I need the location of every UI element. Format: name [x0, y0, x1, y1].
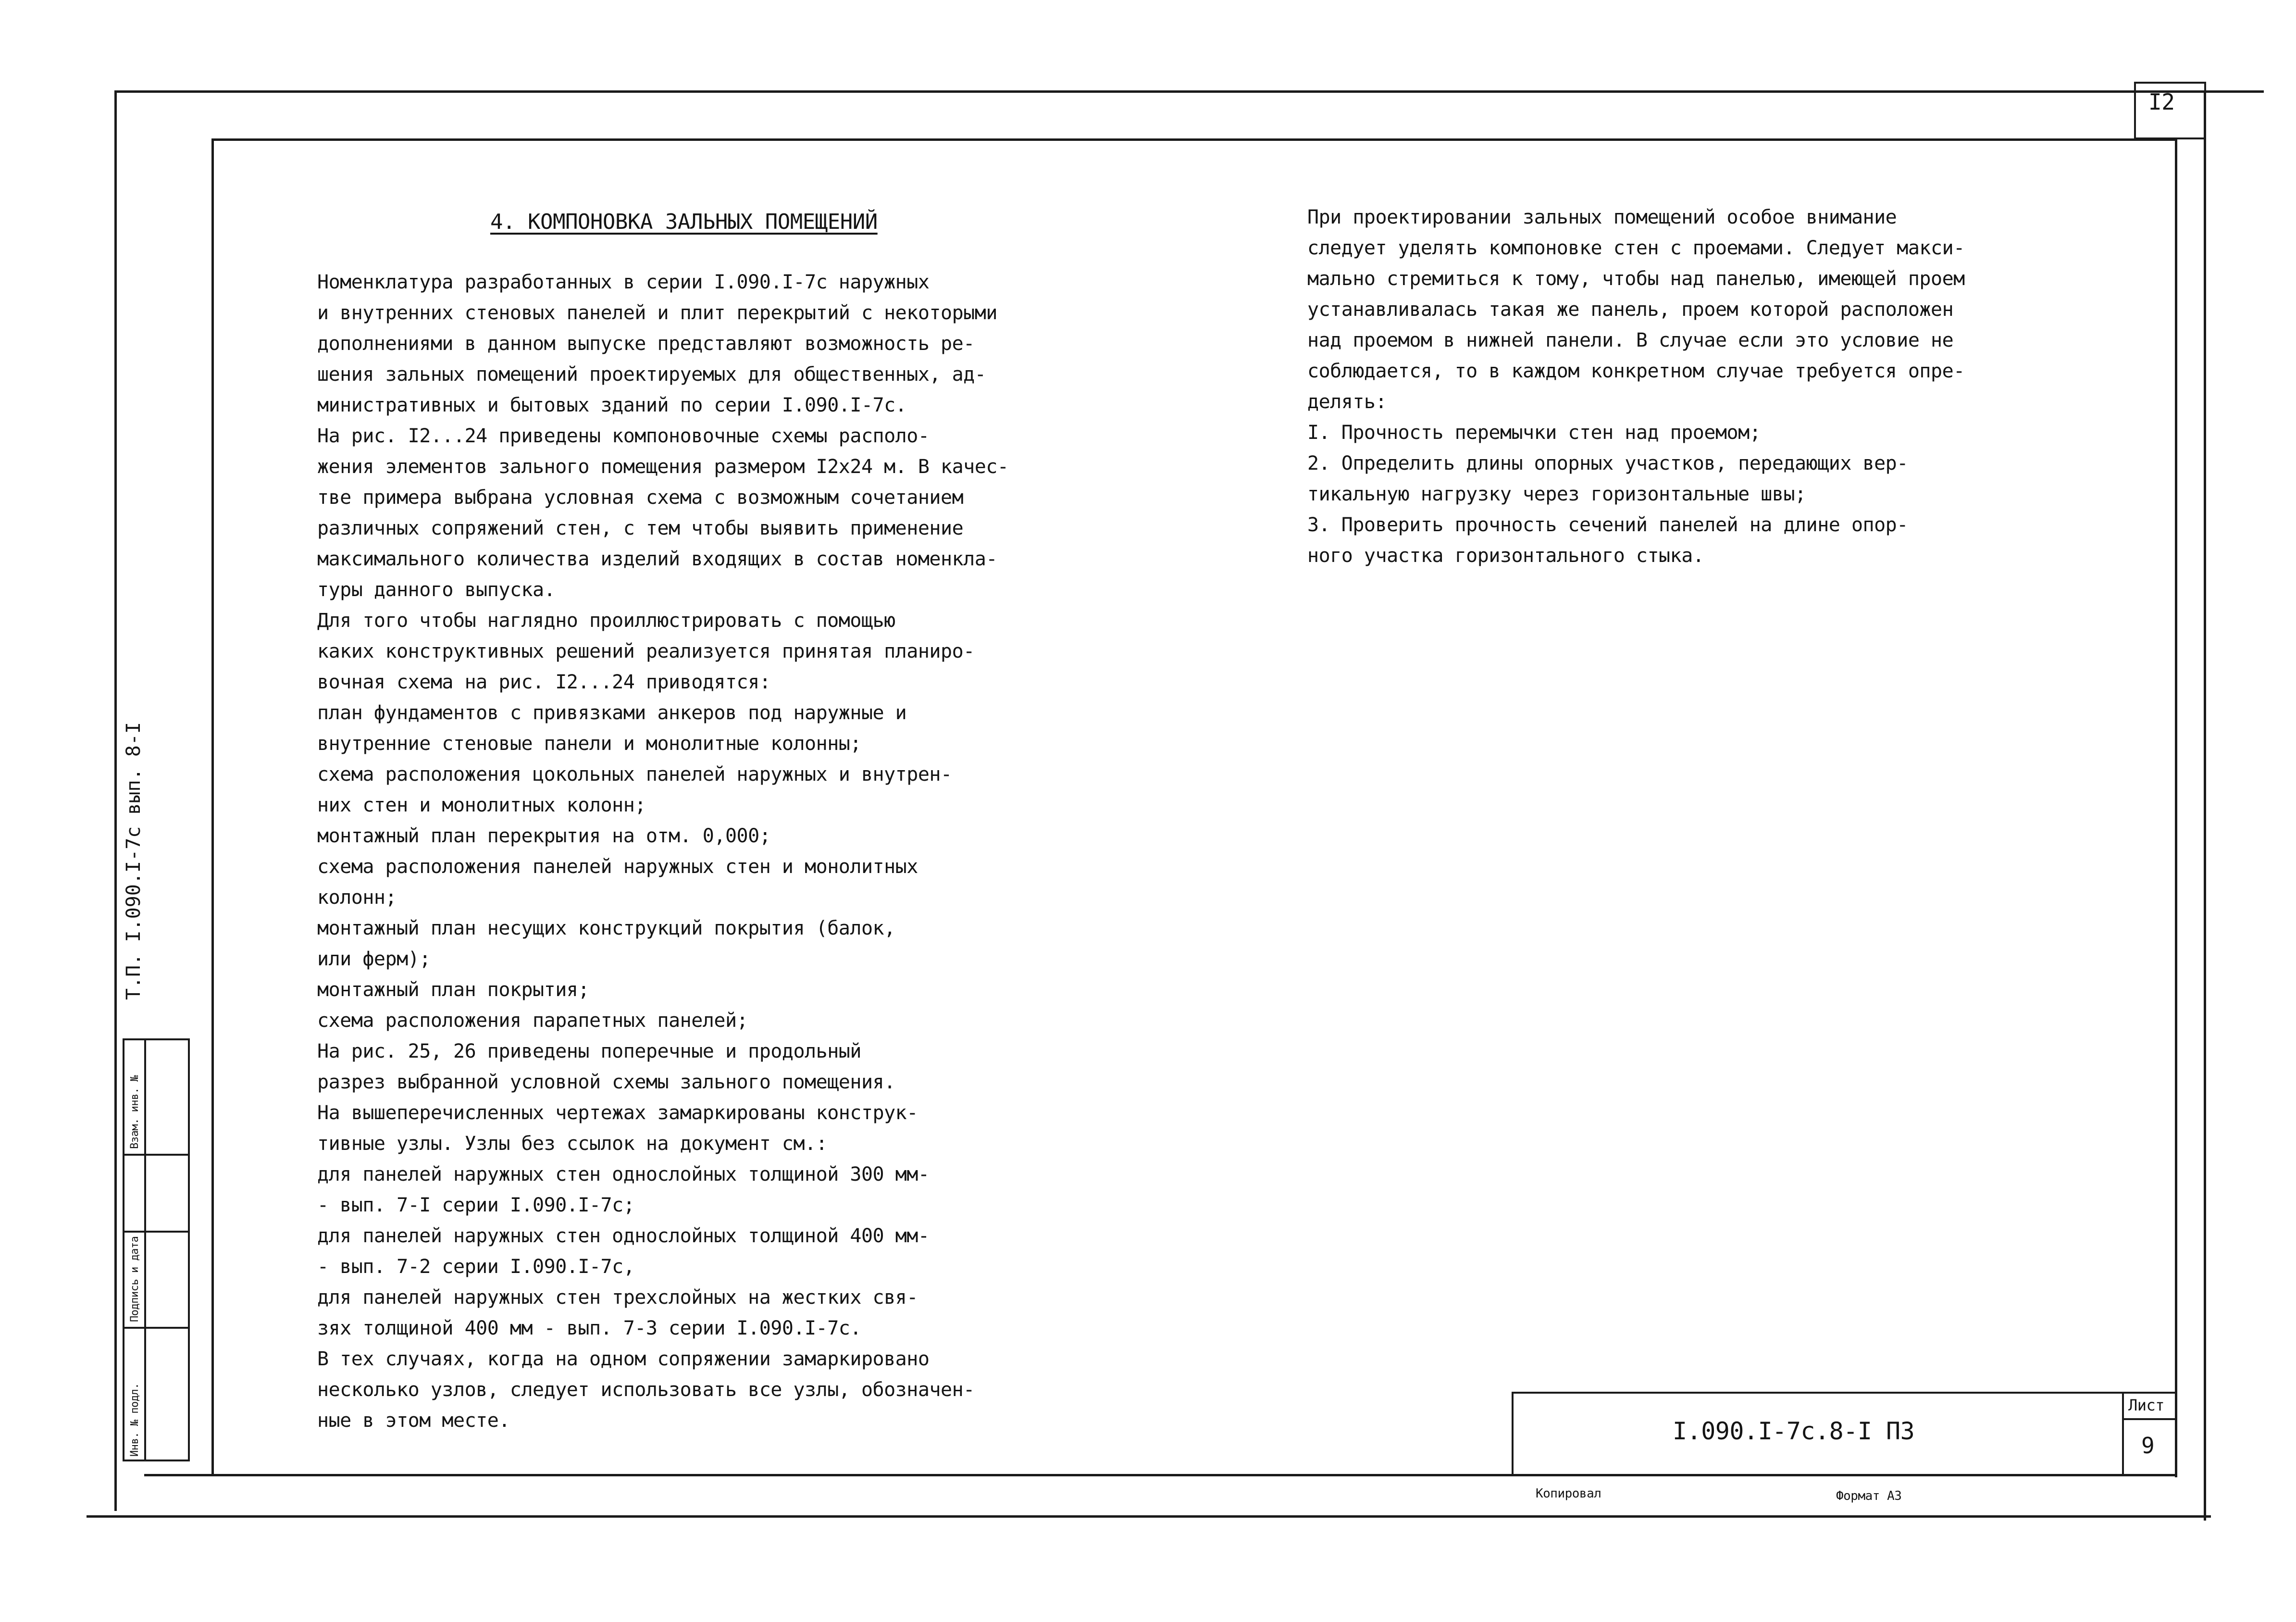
text-line: монтажный план покрытия;	[317, 979, 589, 1001]
text-line: монтажный план несущих конструкций покрытия (балок,	[317, 917, 895, 939]
document-designation: I.090.I-7с.8-I ПЗ	[1673, 1417, 1915, 1445]
stamp-label-inv: Инв. № подл.	[129, 1383, 141, 1457]
page-number: I2	[2148, 89, 2175, 115]
text-line: тве примера выбрана условная схема с возможным сочетанием	[317, 487, 964, 509]
text-line: В тех случаях, когда на одном сопряжении замаркировано	[317, 1348, 930, 1370]
inner-frame-left	[211, 138, 214, 1475]
stamp-label-replace: Взам. инв. №	[129, 1075, 141, 1149]
outer-frame-right	[2204, 90, 2206, 1521]
text-line: или ферм);	[317, 948, 431, 970]
text-line: них стен и монолитных колонн;	[317, 794, 646, 816]
text-line: и внутренних стеновых панелей и плит перекрытий с некоторыми	[317, 302, 997, 324]
section-title: 4. КОМПОНОВКА ЗАЛЬНЫХ ПОМЕЩЕНИЙ	[490, 210, 878, 234]
text-line: шения зальных помещений проектируемых для общественных, ад-	[317, 363, 986, 386]
stamp-divider-h3	[123, 1327, 190, 1329]
title-block-divider	[2122, 1392, 2124, 1476]
text-line: На рис. I2...24 приведены компоновочные схемы располо-	[317, 425, 930, 447]
text-line: устанавливалась такая же панель, проем которой расположен	[1307, 299, 1954, 321]
text-line: максимального количества изделий входящих в состав номенкла-	[317, 548, 997, 570]
text-line: ные в этом месте.	[317, 1410, 510, 1432]
text-line: колонн;	[317, 886, 397, 909]
text-line: На вышеперечисленных чертежах замаркированы конструк-	[317, 1102, 918, 1124]
text-line: зях толщиной 400 мм - вып. 7-3 серии I.090.I-7с.	[317, 1317, 861, 1339]
text-line: 3. Проверить прочность сечений панелей на длине опор-	[1307, 514, 1908, 536]
text-line: следует уделять компоновке стен с проемами. Следует макси-	[1307, 237, 1965, 259]
text-line: схема расположения цокольных панелей наружных и внутрен-	[317, 763, 952, 786]
stamp-divider-h1	[123, 1154, 190, 1156]
outer-frame-bottom	[87, 1515, 2211, 1518]
text-line: Номенклатура разработанных в серии I.090.I-7с наружных	[317, 271, 930, 293]
text-line: для панелей наружных стен однослойных толщиной 300 мм-	[317, 1163, 930, 1185]
sheet-label: Лист	[2128, 1396, 2165, 1414]
inner-frame-right	[2175, 138, 2177, 1477]
text-line: схема расположения панелей наружных стен и монолитных	[317, 856, 918, 878]
inner-frame-top	[211, 138, 2176, 141]
text-line: разрез выбранной условной схемы зального помещения.	[317, 1071, 895, 1093]
text-line: дополнениями в данном выпуске представляют возможность ре-	[317, 333, 975, 355]
text-line: для панелей наружных стен однослойных толщиной 400 мм-	[317, 1225, 930, 1247]
text-line: схема расположения парапетных панелей;	[317, 1010, 748, 1032]
text-line: для панелей наружных стен трехслойных на жестких свя-	[317, 1286, 918, 1309]
left-text-column	[317, 267, 1009, 1436]
right-text-column	[1307, 202, 1965, 571]
text-line: - вып. 7-I серии I.090.I-7с;	[317, 1194, 635, 1216]
text-line: жения элементов зального помещения размером I2х24 м. В качес-	[317, 456, 1009, 478]
text-line: На рис. 25, 26 приведены поперечные и продольный	[317, 1040, 861, 1062]
footer-format: Формат А3	[1836, 1489, 1902, 1503]
text-line: над проемом в нижней панели. В случае если это условие не	[1307, 329, 1954, 351]
text-line: - вып. 7-2 серии I.090.I-7с,	[317, 1256, 635, 1278]
stamp-divider-v	[144, 1038, 146, 1461]
text-line: туры данного выпуска.	[317, 579, 556, 601]
stamp-divider-h2	[123, 1231, 190, 1233]
footer-copied: Копировал	[1536, 1486, 1601, 1501]
text-line: тивные узлы. Узлы без ссылок на документ см.:	[317, 1133, 828, 1155]
outer-frame-top	[115, 90, 2264, 93]
text-line: министративных и бытовых зданий по серии I.090.I-7с.	[317, 394, 907, 416]
text-line: каких конструктивных решений реализуется принятая планиро-	[317, 640, 975, 662]
sheet-number: 9	[2141, 1433, 2155, 1459]
text-line: ного участка горизонтального стыка.	[1307, 545, 1704, 567]
side-label: Т.П. I.090.I-7с вып. 8-I	[123, 722, 145, 1000]
text-line: тикальную нагрузку через горизонтальные швы;	[1307, 483, 1806, 505]
text-line: монтажный план перекрытия на отм. 0,000;	[317, 825, 771, 847]
text-line: соблюдается, то в каждом конкретном случае требуется опре-	[1307, 360, 1965, 382]
text-line: 2. Определить длины опорных участков, передающих вер-	[1307, 452, 1908, 474]
text-line: Для того чтобы наглядно проиллюстрировать с помощью	[317, 610, 895, 632]
outer-frame-left	[114, 90, 117, 1511]
text-line: При проектировании зальных помещений особое внимание	[1307, 206, 1897, 228]
text-line: вочная схема на рис. I2...24 приводятся:	[317, 671, 771, 693]
text-line: делять:	[1307, 391, 1387, 413]
text-line: I. Прочность перемычки стен над проемом;	[1307, 422, 1761, 444]
text-line: несколько узлов, следует использовать все узлы, обозначен-	[317, 1379, 975, 1401]
stamp-label-sign: Подпись и дата	[129, 1236, 141, 1322]
text-line: план фундаментов с привязками анкеров под наружные и	[317, 702, 907, 724]
text-line: различных сопряжений стен, с тем чтобы выявить применение	[317, 517, 964, 539]
text-line: внутренние стеновые панели и монолитные колонны;	[317, 733, 861, 755]
text-line: мально стремиться к тому, чтобы над панелью, имеющей проем	[1307, 268, 1965, 290]
